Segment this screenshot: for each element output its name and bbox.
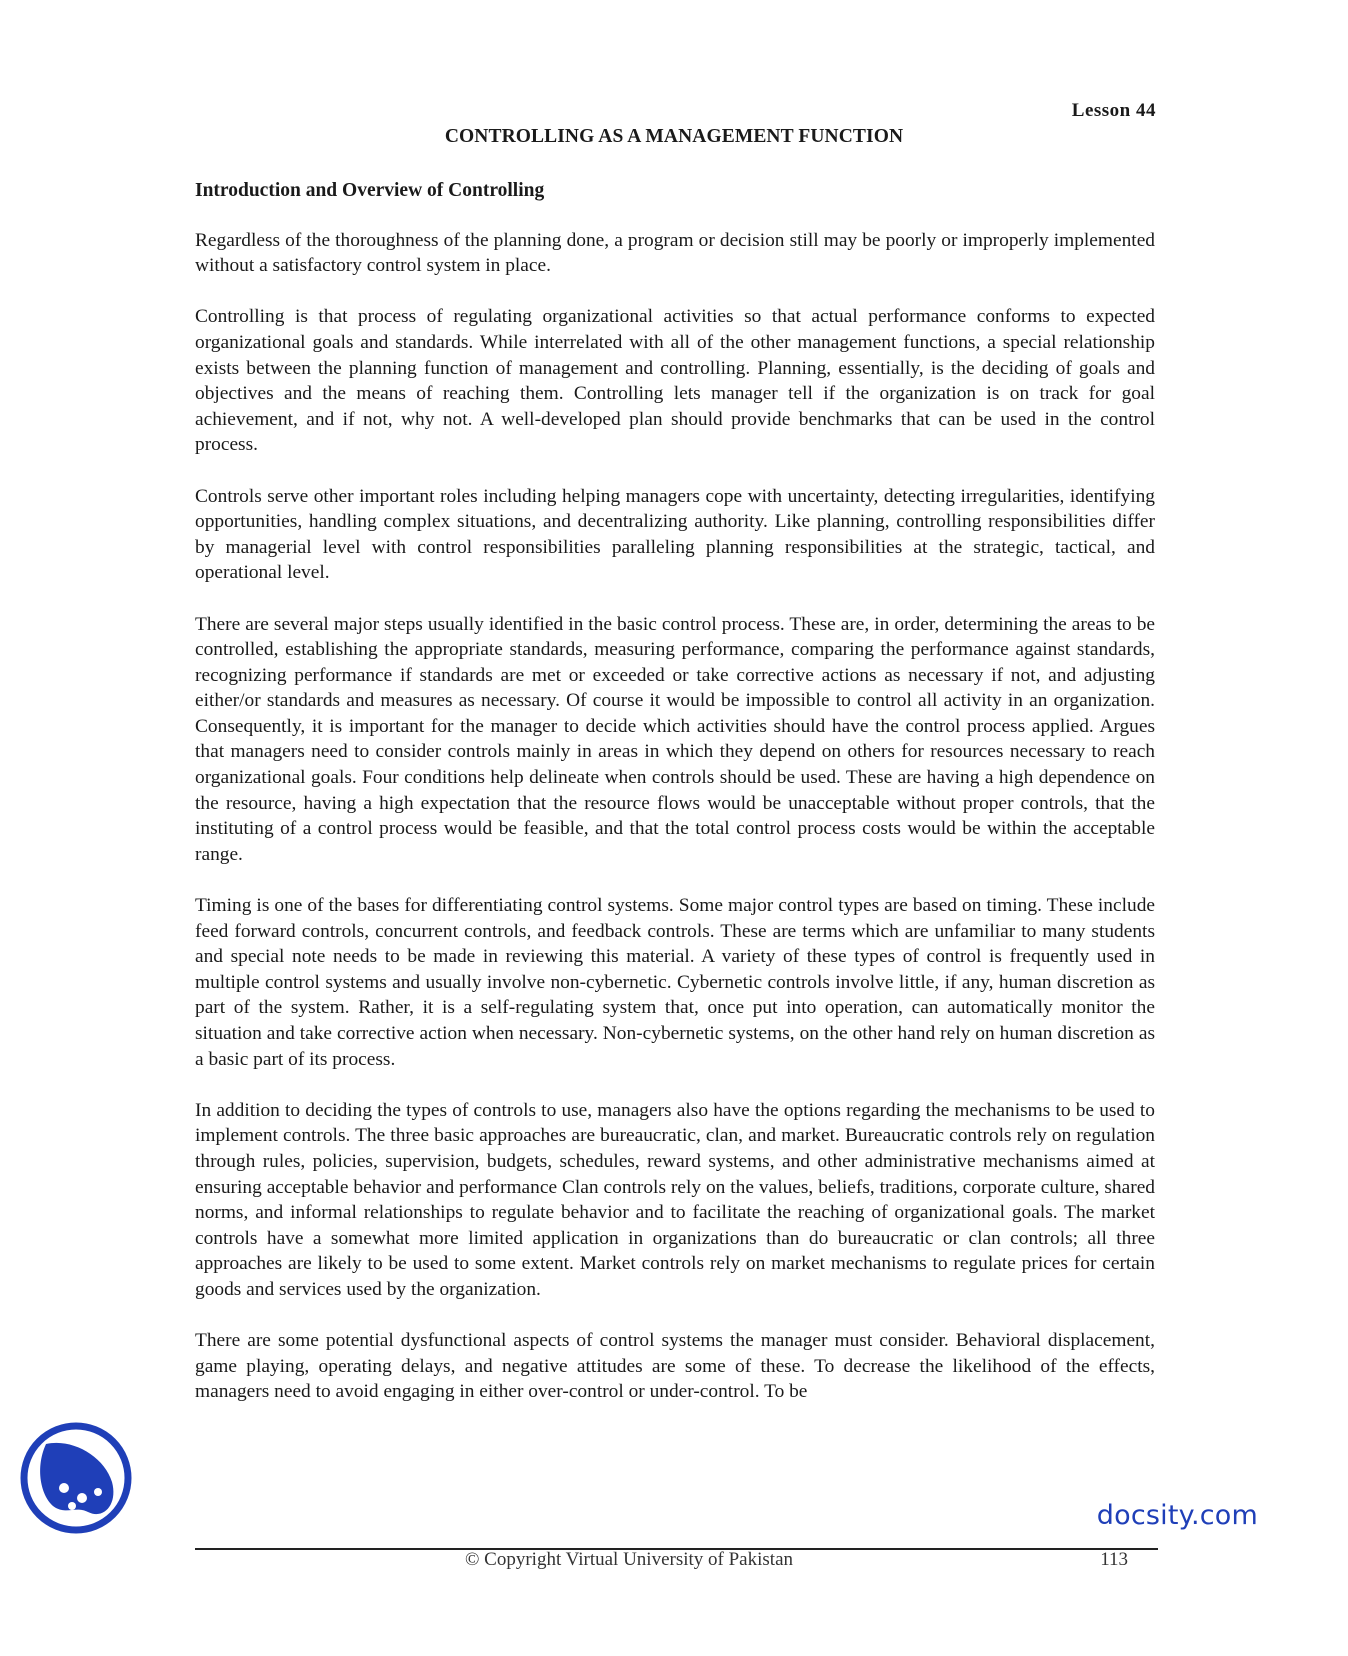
page-number: 113: [1100, 1549, 1128, 1570]
paragraph-4: There are several major steps usually identified in the basic control process. These are, in order, determining the areas to be controlled, establishing the appropriate standards, measuring performance, comparing the performance against standards, recognizing performance if standards are met or exceeded or take corrective actions as necessary if not, and adjusting either/or standards and measures as necessary. Of course it would be impossible to control all activity in an organization. Consequently, it is important for the manager to decide which activities should have the control process applied. Argues that managers need to consider controls mainly in areas in which they depend on others for resources necessary to reach organizational goals. Four conditions help delineate when controls should be used. These are having a high dependence on the resource, having a high expectation that the resource flows would be unacceptable without proper controls, that the instituting of a control process would be feasible, and that the total control process costs would be within the acceptable range.: [195, 613, 1155, 865]
footer-copyright: © Copyright Virtual University of Pakistan: [465, 1549, 794, 1570]
docsity-logo-icon[interactable]: [20, 1422, 132, 1534]
paragraph-7: There are some potential dysfunctional aspects of control systems the manager must consider. Behavioral displacement, game playing, operating delays, and negative attitudes are some of these. To decrease the likelihood of the effects, managers need to avoid engaging in either over-control or under-control. To be: [195, 1330, 1155, 1403]
paragraph-6: In addition to deciding the types of controls to use, managers also have the options regarding the mechanisms to be used to implement controls. The three basic approaches are bureaucratic, clan, and market. Bureaucratic controls rely on regulation through rules, policies, supervision, budgets, schedules, reward systems, and other administrative mechanisms aimed at ensuring acceptable behavior and performance Clan controls rely on the values, beliefs, traditions, corporate culture, shared norms, and informal relationships to regulate behavior and to facilitate the reaching of organizational goals. The market controls have a somewhat more limited application in organizations than do bureaucratic or clan controls; all three approaches are likely to be used to some extent. Market controls rely on market mechanisms to regulate prices for certain goods and services used by the organization.: [195, 1099, 1155, 1300]
footer: [195, 1549, 1158, 1570]
paragraph-3: Controls serve other important roles including helping managers cope with uncertainty, detecting irregularities, identifying opportunities, handling complex situations, and decentralizing authority. Like planning, controlling responsibilities differ by managerial level with control responsibilities paralleling planning responsibilities at the strategic, tactical, and operational level.: [195, 485, 1155, 584]
paragraph-2: Controlling is that process of regulating organizational activities so that actual performance conforms to expected organizational goals and standards. While interrelated with all of the other management functions, a special relationship exists between the planning function of management and controlling. Planning, essentially, is the deciding of goals and objectives and the means of reaching them. Controlling lets manager tell if the organization is on track for goal achievement, and if not, why not. A well-developed plan should provide benchmarks that can be used in the control process.: [195, 306, 1155, 456]
content-area: [195, 178, 1155, 1431]
paragraph-5: Timing is one of the bases for differentiating control systems. Some major control types are based on timing. These include feed forward controls, concurrent controls, and feedback controls. These are terms which are unfamiliar to many students and special note needs to be made in reviewing this material. A variety of these types of control is frequently used in multiple control systems and usually involve non-cybernetic. Cybernetic controls involve little, if any, human discretion as part of the system. Rather, it is a self-regulating system that, once put into operation, can automatically monitor the situation and take corrective action when necessary. Non-cybernetic systems, on the other hand rely on human discretion as a basic part of its process.: [195, 895, 1155, 1070]
page-title: CONTROLLING AS A MANAGEMENT FUNCTION: [444, 126, 904, 147]
lesson-label: Lesson 44: [1071, 100, 1156, 121]
paragraph-1: Regardless of the thoroughness of the planning done, a program or decision still may be poorly or improperly implemented without a satisfactory control system in place.: [195, 229, 1155, 277]
section-heading: Introduction and Overview of Controlling: [195, 180, 545, 201]
docsity-brand-link[interactable]: docsity.com: [1096, 1500, 1258, 1531]
